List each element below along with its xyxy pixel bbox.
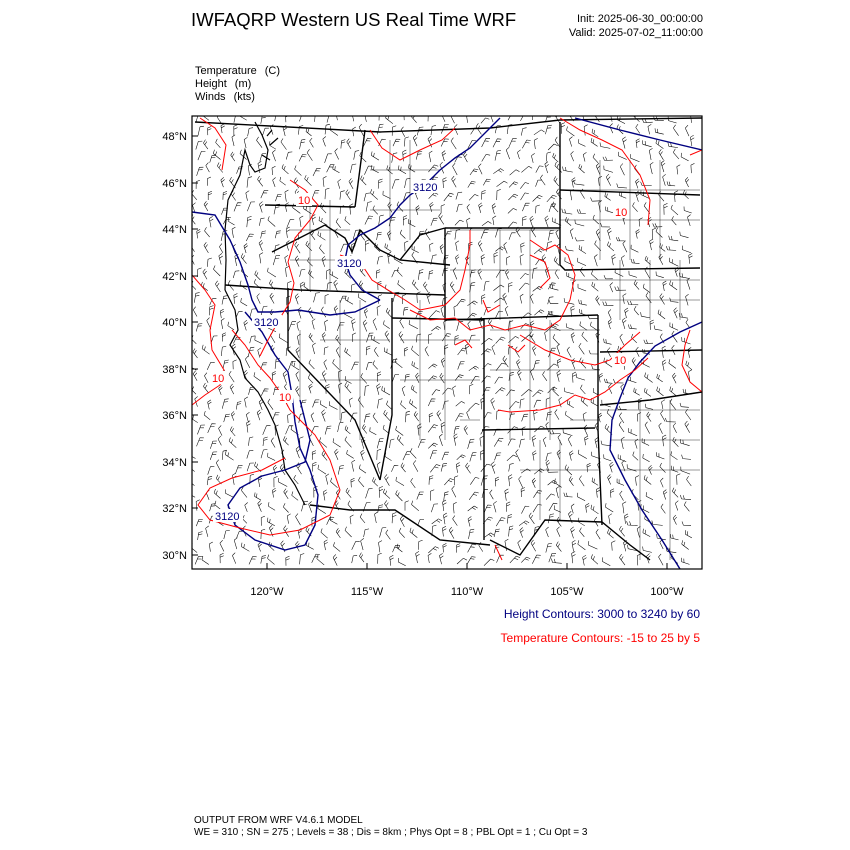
temp-label-10-coast: 10: [212, 373, 225, 385]
lat-label-42: 42°N: [162, 271, 187, 283]
field-winds-name: Winds: [195, 91, 226, 103]
temp-label-10-sierra: 10: [279, 392, 292, 404]
temp-label-10-oregon: 10: [298, 195, 311, 207]
height-contours-legend: Height Contours: 3000 to 3240 by 60: [503, 607, 700, 621]
height-contours: [192, 118, 702, 569]
temp-label-10-dakota: 10: [615, 207, 628, 219]
height-label-3120-california: 3120: [254, 317, 279, 329]
state-borders: [195, 118, 702, 560]
field-height-name: Height: [195, 78, 227, 90]
lon-label-120w: 120°W: [250, 586, 284, 598]
lat-label-32: 32°N: [162, 503, 187, 515]
plot-title: IWFAQRP Western US Real Time WRF: [191, 9, 517, 30]
valid-time: Valid: 2025-07-02_11:00:00: [568, 27, 703, 39]
lon-label-105w: 105°W: [550, 586, 584, 598]
map-content: [187, 109, 702, 569]
lat-label-36: 36°N: [162, 410, 187, 422]
init-time: Init: 2025-06-30_00:00:00: [577, 13, 703, 25]
model-info-line1: OUTPUT FROM WRF V4.6.1 MODEL: [194, 815, 363, 826]
height-label-3120-north: 3120: [413, 182, 438, 194]
height-label-3120-idaho: 3120: [337, 258, 362, 270]
lon-label-100w: 100°W: [650, 586, 684, 598]
lat-label-34: 34°N: [162, 457, 187, 469]
wind-barb-field: [187, 109, 694, 566]
lon-label-115w: 115°W: [350, 586, 384, 598]
lon-label-110w: 110°W: [450, 586, 484, 598]
field-temperature-unit: (C): [264, 65, 281, 77]
lat-label-40: 40°N: [162, 317, 187, 329]
model-info-line2: WE = 310 ; SN = 275 ; Levels = 38 ; Dis = 8km ; Phys Opt = 8 ; PBL Opt = 1 ; Cu Opt = 3: [194, 827, 588, 838]
field-height-unit: (m): [234, 78, 252, 90]
coastline: [225, 122, 305, 505]
height-label-3120-southwest: 3120: [215, 511, 240, 523]
temperature-contours-legend: Temperature Contours: -15 to 25 by 5: [500, 631, 700, 645]
county-lines: [290, 140, 700, 560]
lat-label-48: 48°N: [162, 131, 187, 143]
lat-label-46: 46°N: [162, 178, 187, 190]
field-temperature-name: Temperature: [195, 65, 257, 77]
temperature-contours: [192, 118, 702, 560]
height-contour-labels: [213, 180, 441, 523]
field-winds-unit: (kts): [233, 91, 255, 103]
lat-label-38: 38°N: [162, 364, 187, 376]
lat-label-30: 30°N: [162, 550, 187, 562]
wind-barbs: [187, 109, 694, 566]
temp-label-10-kansas: 10: [614, 355, 627, 367]
lat-label-44: 44°N: [162, 224, 187, 236]
